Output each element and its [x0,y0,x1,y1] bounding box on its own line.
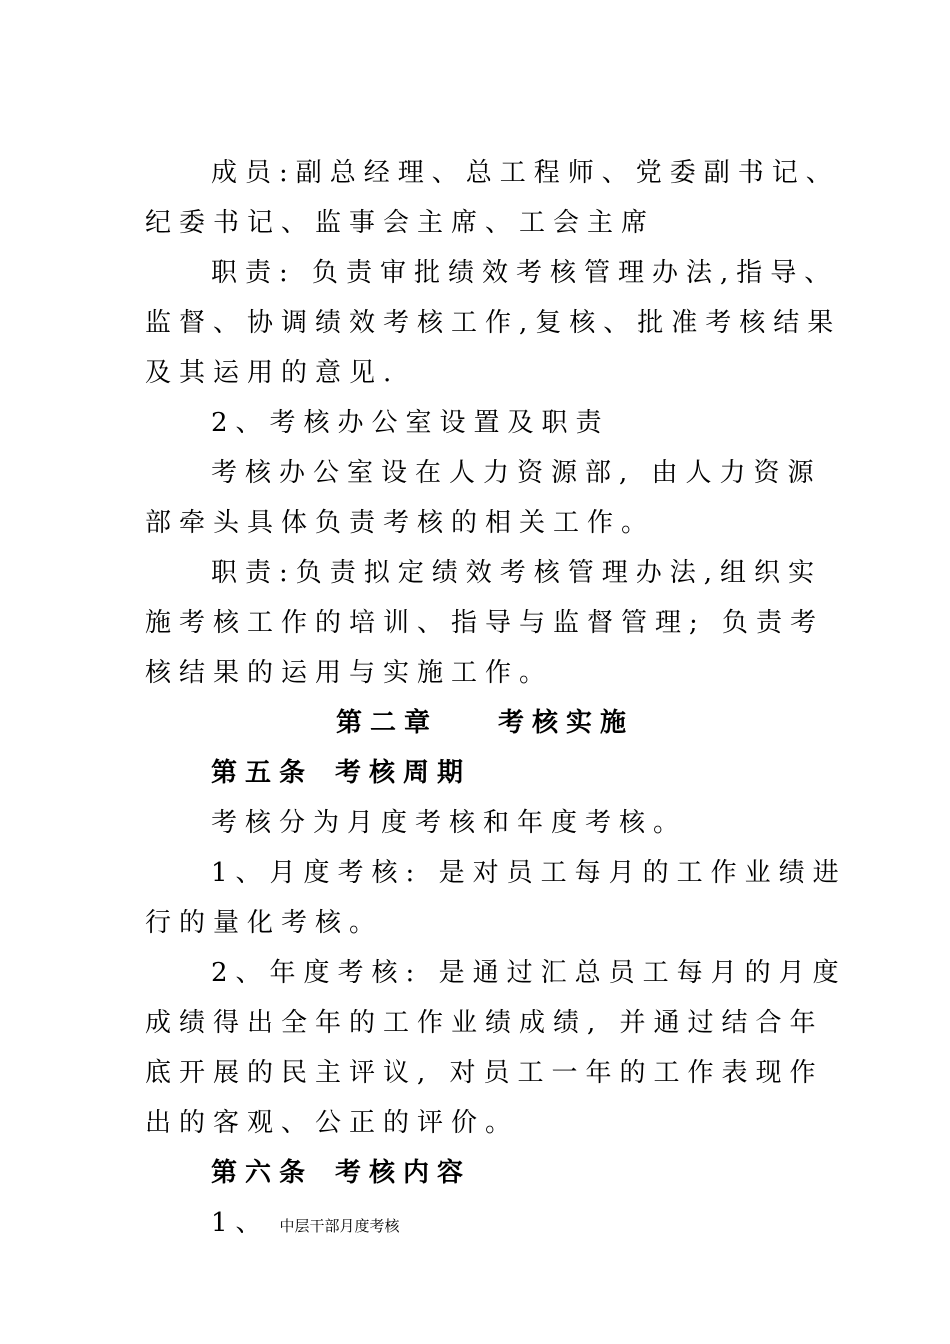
annual-line-4: 出的客观、公正的评价。 [145,1108,520,1138]
content-item-1-text: 中层干部月度考核 [279,1217,400,1235]
content-item-1 [145,1198,825,1248]
chapter-heading [145,698,825,748]
article-6-title: 考核内容 [335,1158,472,1188]
article-5-heading [145,748,825,798]
members-line-2: 纪委书记、监事会主席、工会主席 [145,208,656,238]
article-6-heading [145,1148,825,1198]
monthly-line-1: 1、月度考核: 是对员工每月的工作业绩进 [211,858,847,888]
office-line-2: 部牵头具体负责考核的相关工作。 [145,508,656,538]
article-5-title: 考核周期 [335,758,472,788]
cycle-intro: 考核分为月度考核和年度考核。 [211,808,688,838]
article-6-number: 第六条 [211,1158,314,1188]
leadership-duty-line-3: 及其运用的意见. [145,358,400,388]
leadership-duty-line-2: 监督、协调绩效考核工作,复核、批准考核结果 [145,308,842,338]
office-heading: 2、考核办公室设置及职责 [211,408,610,438]
article-5-number: 第五条 [211,758,314,788]
office-duty-line-2: 施考核工作的培训、指导与监督管理; 负责考 [145,608,825,638]
leadership-duty-line-1: 职责: 负责审批绩效考核管理办法,指导、 [211,258,839,288]
content-item-1-number: 1、 [211,1208,270,1238]
members-line-1: 成员:副总经理、总工程师、党委副书记、 [211,158,840,188]
office-duty-line-1: 职责:负责拟定绩效考核管理办法,组织实 [211,558,823,588]
monthly-line-2: 行的量化考核。 [145,908,384,938]
chapter-number: 第二章 [335,708,438,738]
annual-line-3: 底开展的民主评议, 对员工一年的工作表现作 [145,1058,824,1088]
annual-line-2: 成绩得出全年的工作业绩成绩, 并通过结合年 [145,1008,824,1038]
office-duty-line-3: 核结果的运用与实施工作。 [145,658,554,688]
annual-line-1: 2、年度考核: 是通过汇总员工每月的月度 [211,958,847,988]
document-page [145,148,847,1248]
office-line-1: 考核办公室设在人力资源部, 由人力资源 [211,458,822,488]
chapter-title: 考核实施 [498,708,635,738]
